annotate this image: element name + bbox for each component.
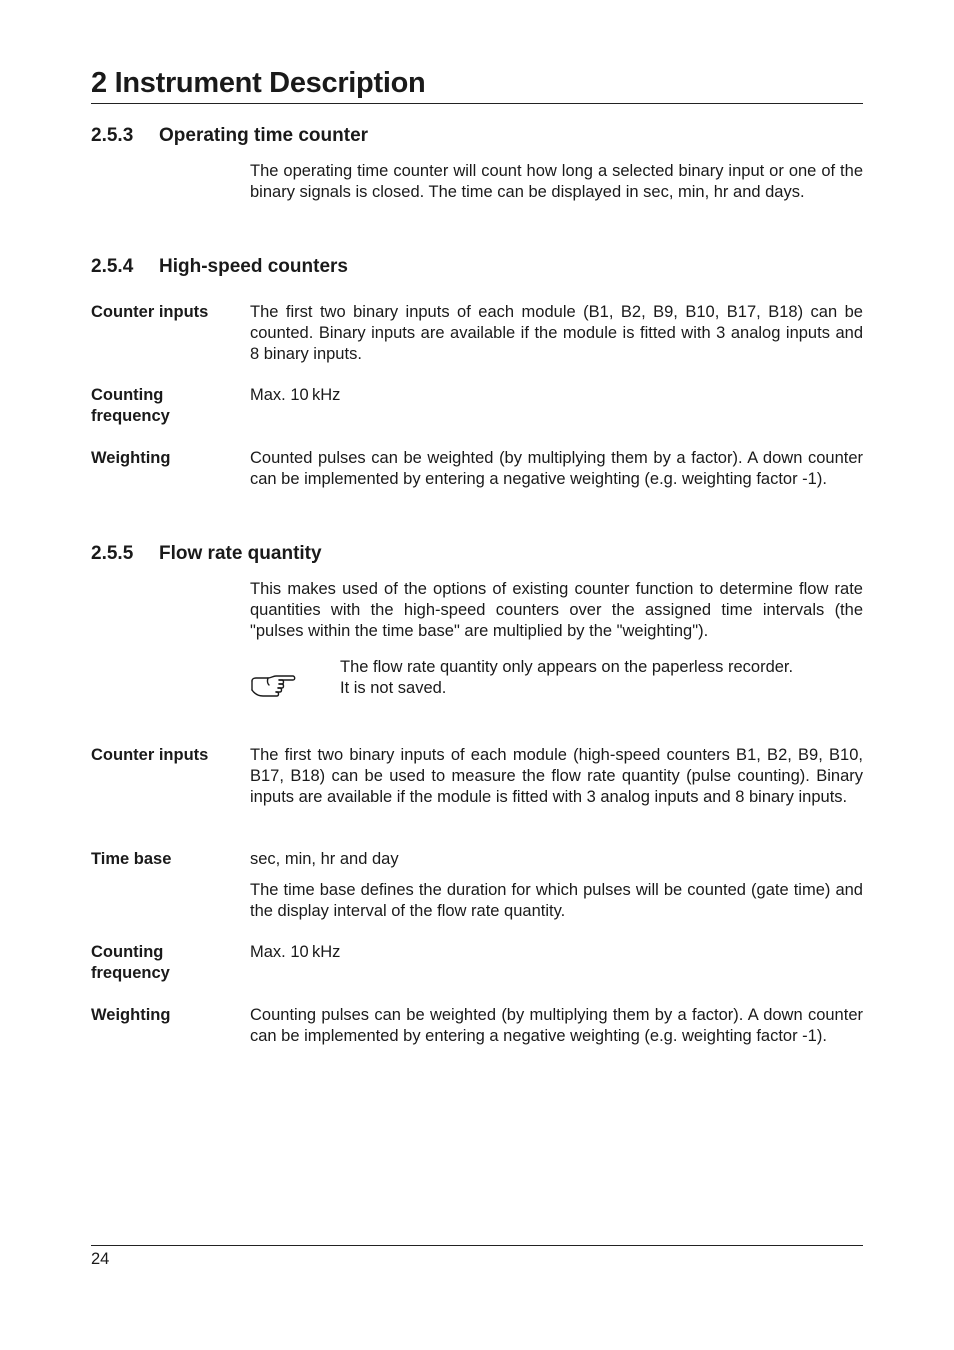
page-number: 24 bbox=[91, 1250, 110, 1268]
counting-frequency-text: Max. 10 kHz bbox=[250, 386, 341, 404]
label-counter-inputs: Counter inputs bbox=[91, 746, 209, 764]
flow-weighting-text: Counting pulses can be weighted (by multiplying them by a factor). A down counter can be implemented by entering a negative weighting (e.g. weighting factor -1). bbox=[250, 1006, 863, 1045]
note-line: It is not saved. bbox=[340, 679, 447, 697]
flow-rate-intro: This makes used of the options of existing counter function to determine flow rate quantities with the high-speed counters over the assigned time intervals (the "pulses within the time base" are multiplied by the "weighting"). bbox=[250, 580, 863, 640]
label-weighting: Weighting bbox=[91, 449, 171, 467]
label-line: Counting bbox=[91, 386, 164, 404]
label-counting-frequency bbox=[91, 385, 241, 427]
section-title: High-speed counters bbox=[159, 256, 348, 277]
section-heading-2-5-3 bbox=[91, 124, 368, 148]
note-text bbox=[340, 657, 863, 699]
section-number: 2.5.5 bbox=[91, 543, 134, 564]
section-heading-2-5-5 bbox=[91, 542, 322, 566]
pointing-hand-icon bbox=[249, 672, 297, 702]
operating-time-body: The operating time counter will count how long a selected binary input or one of the binary signals is closed. The time can be displayed in sec, min, hr and days. bbox=[250, 162, 863, 201]
section-number: 2.5.3 bbox=[91, 125, 134, 146]
note-line: The flow rate quantity only appears on the paperless recorder. bbox=[340, 658, 794, 676]
label-counter-inputs: Counter inputs bbox=[91, 303, 209, 321]
document-page bbox=[91, 0, 863, 1350]
flow-counter-inputs-text: The first two binary inputs of each module (high-speed counters B1, B2, B9, B10, B17, B18) can be used to measure the flow rate quantity (pulse counting). Binary inputs are available if the module is fitted with 3 analog inputs and 8 binary inputs. bbox=[250, 746, 863, 806]
header-rule bbox=[91, 103, 863, 104]
chapter-title: 2 Instrument Description bbox=[91, 67, 426, 99]
label-time-base: Time base bbox=[91, 850, 172, 868]
weighting-text: Counted pulses can be weighted (by multiplying them by a factor). A down counter can be implemented by entering a negative weighting (e.g. weighting factor -1). bbox=[250, 449, 863, 488]
time-base-values: sec, min, hr and day bbox=[250, 850, 399, 868]
label-line: Counting bbox=[91, 943, 164, 961]
section-number: 2.5.4 bbox=[91, 256, 134, 277]
section-title: Flow rate quantity bbox=[159, 543, 322, 564]
label-counting-frequency bbox=[91, 942, 241, 984]
counter-inputs-text: The first two binary inputs of each module (B1, B2, B9, B10, B17, B18) can be counted. Binary inputs are available if the module is fitted with 3 analog inputs and 8 binary inputs. bbox=[250, 303, 863, 363]
flow-counting-frequency-text: Max. 10 kHz bbox=[250, 943, 341, 961]
section-heading-2-5-4 bbox=[91, 255, 348, 279]
section-title: Operating time counter bbox=[159, 125, 369, 146]
label-weighting: Weighting bbox=[91, 1006, 171, 1024]
label-line: frequency bbox=[91, 964, 170, 982]
time-base-description: The time base defines the duration for which pulses will be counted (gate time) and the display interval of the flow rate quantity. bbox=[250, 881, 863, 920]
label-line: frequency bbox=[91, 407, 170, 425]
footer-rule bbox=[91, 1245, 863, 1246]
